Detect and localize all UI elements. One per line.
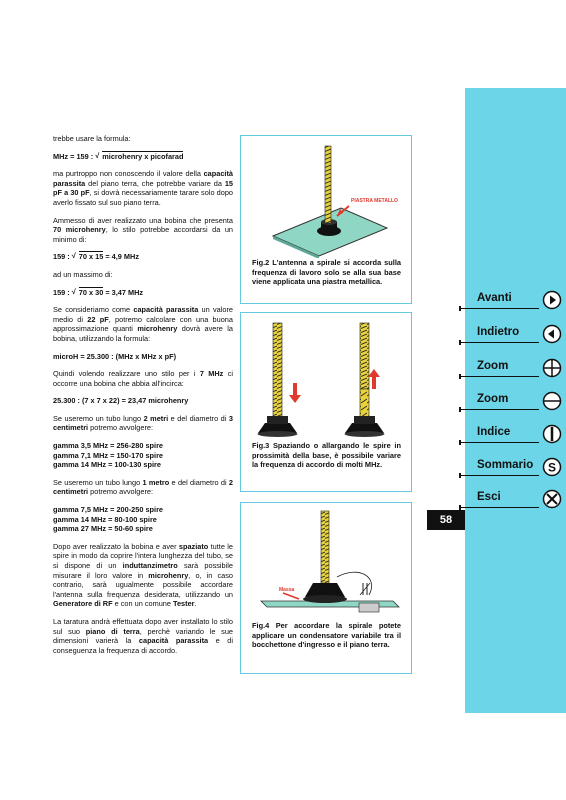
paragraph: Ammesso di aver realizzato una bobina che presenta 70 microhenry, lo stilo potrebbe accordarsi da un minimo di: [53,215,233,244]
formula: microH = 25.300 : (MHz x MHz x pF) [53,351,177,361]
underline [459,342,539,343]
paragraph: Dopo aver realizzato la bobina e aver spaziato tutte le spire in modo da coprire l'intera lunghezza del tubo, se si dispone di un induttanzimetro sarà possibile misurare il loro valore in microhenry, o, in caso contrario, sarà ugualmente possibile accordare l'antenna sulla frequenza desiderata, utilizzando un Generatore di RF e con un comune Tester. [53,541,233,609]
underline [459,442,539,443]
figure-4 [240,502,412,674]
nav-avanti-button[interactable] [477,291,562,311]
nav-indice-button[interactable] [477,425,562,445]
figure-3 [240,312,412,492]
winding-list: gamma 3,5 MHz = 256-280 spire gamma 7,1 MHz = 150-170 spire gamma 14 MHz = 100-130 spire [53,441,164,470]
formula: MHz = 159 : √ microhenry x picofarad [53,152,233,162]
ground-label: Massa [279,587,295,593]
paragraph: Quindi volendo realizzare uno stilo per i 7 MHz ci occorre una bobina che abbia all'incirca: [53,369,233,388]
minus-icon [542,391,562,411]
index-icon [542,424,562,444]
plus-icon [542,358,562,378]
forward-arrow-icon [542,290,562,310]
nav-sommario-button[interactable] [477,458,562,478]
figure-2-caption: Fig.2 L'antenna a spirale si accorda sulla frequenza di lavoro solo se alla sua base viene applicata una piastra metallica. [252,258,401,287]
summary-s-icon [542,457,562,477]
antenna-plate-illustration [241,136,411,258]
nav-label: Indietro [477,326,520,338]
figure-4-caption: Fig.4 Per accordare la spirale potete applicare un condensatore variabile tra il bocchettone d'ingresso e il piano terra. [252,621,401,650]
underline [459,507,539,508]
winding-list: gamma 7,5 MHz = 200-250 spire gamma 14 MHz = 80-100 spire gamma 27 MHz = 50-60 spire [53,505,164,534]
paragraph: Se useremo un tubo lungo 1 metro e del diametro di 2 centimetri potremo avvolgere: [53,477,234,497]
paragraph: ma purtroppo non conoscendo il valore della capacità parassita del piano terra, che potrebbe variare da 15 pF a 30 pF, si dovrà necessariamente tarare solo dopo averlo fissato sul suo piano terra. [53,169,233,207]
svg-text:S: S [547,460,557,475]
nav-label: Sommario [477,459,534,471]
formula: 159 : √ 70 x 30 = 3,47 MHz [53,288,233,298]
paragraph: trebbe usare la formula: [53,134,131,143]
nav-label: Esci [477,491,501,503]
formula: 25.300 : (7 x 7 x 22) = 23,47 microhenry [53,396,189,406]
figure-3-caption: Fig.3 Spaziando o allargando le spire in prossimità della base, è possibile variare la frequenza di accordo di molti MHz. [252,441,401,470]
paragraph: Se consideriamo come capacità parassita un valore medio di 22 pF, potremo calcolare con una buona approssimazione quanti microhenry dovrà avere la bobina, utilizzando la formula: [53,305,234,343]
paragraph: ad un massimo di: [53,269,113,279]
plate-label: PIASTRA METALLO [351,198,398,204]
underline [459,409,539,410]
page-number: 58 [427,510,465,530]
nav-indietro-button[interactable] [477,325,562,345]
paragraph: La taratura andrà effettuata dopo aver installato lo stilo sul suo piano di terra, perchè variando le sue dimensioni varierà la capacità parassita e di conseguenza la frequenza di accordo. [53,616,234,655]
close-icon [542,489,562,509]
nav-zoom-out-button[interactable] [477,392,562,412]
article-text-column [53,134,233,663]
coil-spacing-illustration [241,313,411,441]
underline [459,308,539,309]
formula: 159 : √ 70 x 15 = 4,9 MHz [53,252,233,262]
nav-zoom-in-button[interactable] [477,359,562,379]
nav-label: Zoom [477,360,509,372]
nav-esci-button[interactable] [477,490,562,510]
nav-label: Avanti [477,292,512,304]
underline [459,376,539,377]
figure-2 [240,135,412,304]
underline [459,475,539,476]
nav-label: Zoom [477,393,509,405]
variable-capacitor-illustration [241,503,411,621]
back-arrow-icon [542,324,562,344]
nav-label: Indice [477,426,511,438]
paragraph: Se useremo un tubo lungo 2 metri e del diametro di 3 centimetri potremo avvolgere: [53,413,233,433]
